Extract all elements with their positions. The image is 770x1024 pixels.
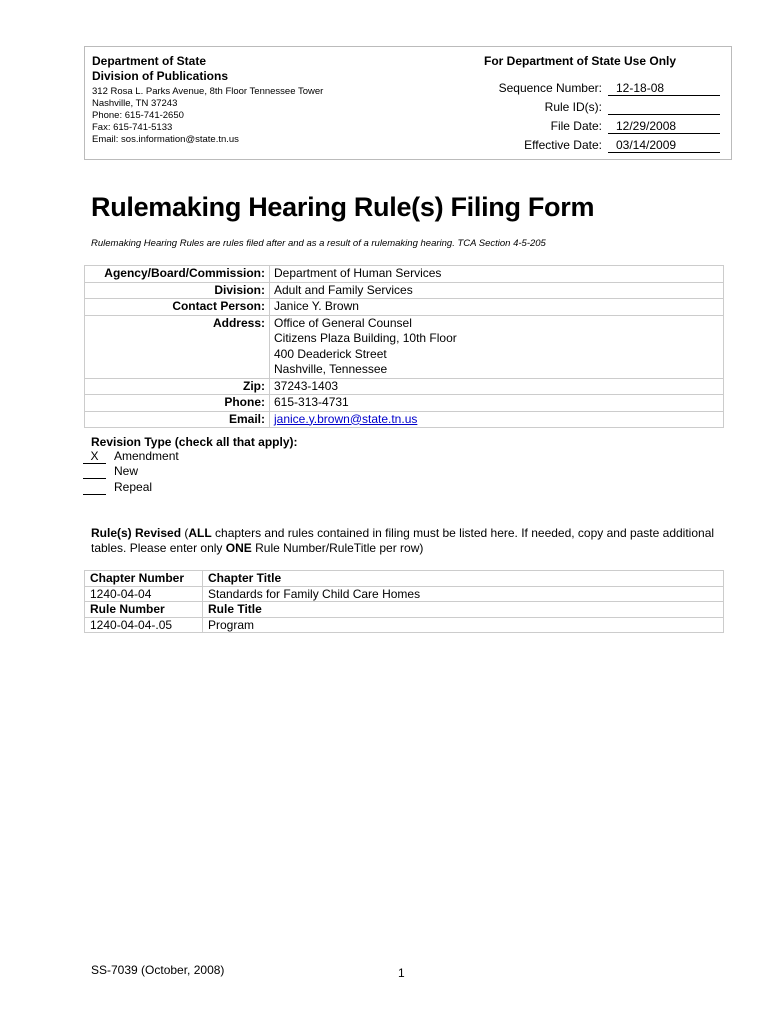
page-subtitle: Rulemaking Hearing Rules are rules filed after and as a result of a rulemaking hearing. TCA Section 4-5-205: [91, 238, 546, 249]
table-row: [85, 378, 724, 395]
department-info: [92, 54, 323, 146]
rules-revised-heading: Rule(s) Revised: [91, 526, 182, 540]
revision-option-new[interactable]: [83, 464, 138, 479]
instruction-text: Rule Number/RuleTitle per row): [251, 541, 424, 555]
table-row: [85, 617, 724, 633]
table-row: [85, 266, 724, 283]
table-row: [85, 315, 724, 378]
revision-checkbox[interactable]: [83, 464, 106, 479]
email-cell: [270, 411, 724, 428]
sequence-value[interactable]: 12-18-08: [608, 81, 720, 96]
page-title: Rulemaking Hearing Rule(s) Filing Form: [91, 192, 595, 222]
rule-ids-value[interactable]: [608, 100, 720, 115]
address-line: Office of General Counsel: [274, 315, 412, 330]
revision-type-title: Revision Type (check all that apply):: [91, 435, 298, 449]
table-row: [85, 282, 724, 299]
one-emphasis: ONE: [225, 541, 252, 555]
rule-ids-label: Rule ID(s):: [544, 100, 602, 114]
all-emphasis: ALL: [188, 526, 212, 540]
agency-table: [84, 265, 724, 428]
address-value[interactable]: [270, 315, 724, 378]
revision-checkbox[interactable]: X: [83, 449, 106, 464]
email-label: Email:: [85, 411, 270, 428]
rule-title-header: Rule Title: [203, 602, 724, 618]
division-name: Division of Publications: [92, 69, 229, 83]
table-row: [85, 586, 724, 602]
chapter-title-header: Chapter Title: [203, 571, 724, 587]
zip-label: Zip:: [85, 378, 270, 395]
agency-value[interactable]: Department of Human Services: [270, 266, 724, 283]
table-row: [85, 299, 724, 316]
page-number: 1: [398, 966, 405, 980]
rules-revised-instructions: [91, 526, 731, 556]
division-label: Division:: [85, 282, 270, 299]
dept-email: Email: sos.information@state.tn.us: [92, 134, 239, 145]
phone-label: Phone:: [85, 395, 270, 412]
table-row: [85, 411, 724, 428]
instruction-text: chapters and rules contained in filing must be listed here. If needed, copy and paste additional tables. Please enter only: [91, 526, 715, 555]
dept-name: Department of State: [92, 54, 207, 68]
address-line2: Nashville, TN 37243: [92, 98, 178, 109]
contact-value[interactable]: Janice Y. Brown: [270, 299, 724, 316]
dept-fax: Fax: 615-741-5133: [92, 122, 173, 133]
chapter-title-value[interactable]: Standards for Family Child Care Homes: [203, 586, 724, 602]
table-row: [85, 395, 724, 412]
revision-label: Repeal: [114, 480, 153, 494]
rule-title-value[interactable]: Program: [203, 617, 724, 633]
rules-table: [84, 570, 724, 633]
effective-date-label: Effective Date:: [524, 138, 602, 152]
rule-number-header: Rule Number: [85, 602, 203, 618]
address-label: Address:: [85, 315, 270, 378]
sequence-number-field: [440, 81, 720, 97]
use-only-title: For Department of State Use Only: [484, 54, 677, 68]
chapter-number-value[interactable]: 1240-04-04: [85, 586, 203, 602]
address-line: Citizens Plaza Building, 10th Floor: [274, 331, 457, 345]
table-row: [85, 602, 724, 618]
rule-ids-field: [440, 100, 720, 116]
revision-option-repeal[interactable]: [83, 480, 152, 495]
file-date-field: [440, 119, 720, 135]
dept-phone: Phone: 615-741-2650: [92, 110, 184, 121]
address-line: Nashville, Tennessee: [274, 362, 388, 376]
chapter-number-header: Chapter Number: [85, 571, 203, 587]
sequence-label: Sequence Number:: [498, 81, 602, 95]
agency-label: Agency/Board/Commission:: [85, 266, 270, 283]
form-id: SS-7039 (October, 2008): [91, 963, 225, 977]
effective-date-field: [440, 138, 720, 154]
address-line1: 312 Rosa L. Parks Avenue, 8th Floor Tennessee Tower: [92, 86, 324, 97]
email-link[interactable]: janice.y.brown@state.tn.us: [274, 411, 418, 426]
revision-label: Amendment: [114, 449, 179, 463]
address-line: 400 Deaderick Street: [274, 346, 387, 361]
rule-number-value[interactable]: 1240-04-04-.05: [85, 617, 203, 633]
division-value[interactable]: Adult and Family Services: [270, 282, 724, 299]
phone-value[interactable]: 615-313-4731: [270, 395, 724, 412]
table-row: [85, 571, 724, 587]
revision-option-amendment[interactable]: [83, 449, 179, 464]
effective-date-value[interactable]: 03/14/2009: [608, 138, 720, 153]
file-date-label: File Date:: [550, 119, 602, 133]
file-date-value[interactable]: 12/29/2008: [608, 119, 720, 134]
revision-checkbox[interactable]: [83, 480, 106, 495]
zip-value[interactable]: 37243-1403: [270, 378, 724, 395]
contact-label: Contact Person:: [85, 299, 270, 316]
revision-label: New: [114, 464, 139, 478]
instruction-text: (: [181, 526, 189, 540]
